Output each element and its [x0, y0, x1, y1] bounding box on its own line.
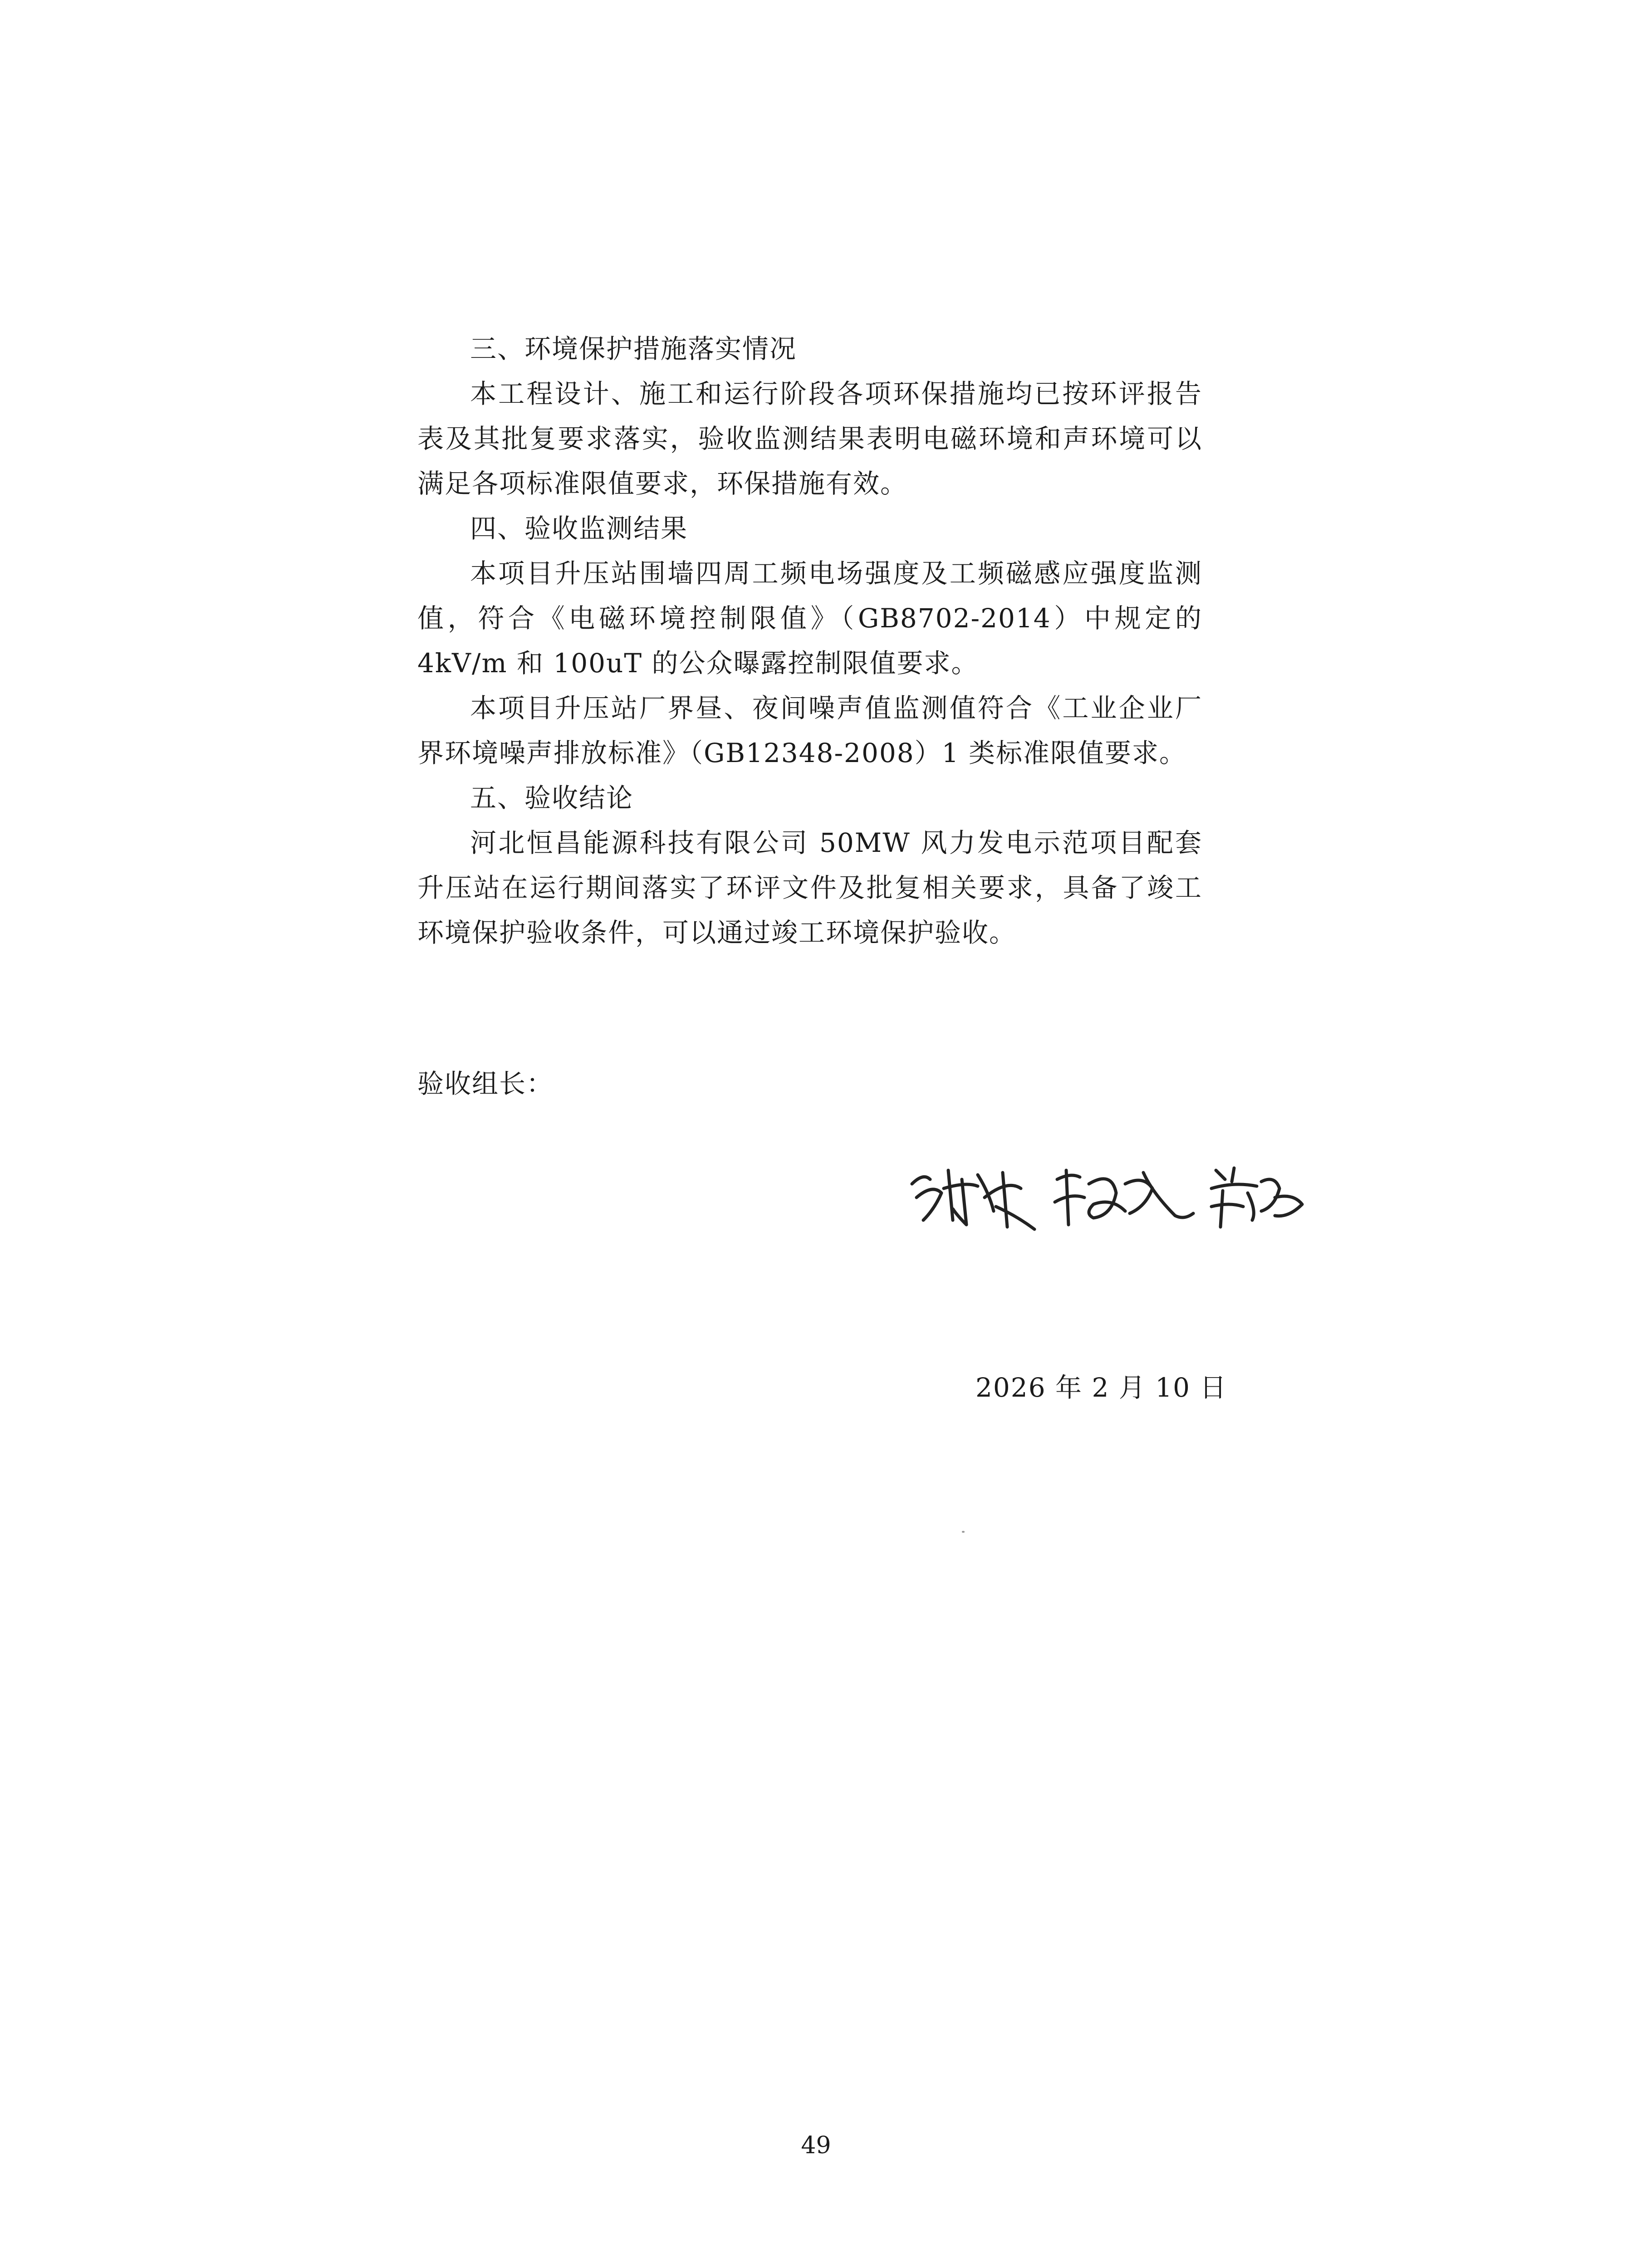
- page-number: 49: [801, 2132, 831, 2159]
- paragraph: 本项目升压站厂界昼、夜间噪声值监测值符合《工业企业厂界环境噪声排放标准》（GB12348-2008）1 类标准限值要求。: [417, 693, 1202, 768]
- section-heading: 五、验收结论: [470, 782, 634, 813]
- section-heading: 四、验收监测结果: [470, 513, 688, 544]
- section-heading: 三、环境保护措施落实情况: [470, 333, 797, 364]
- signature-date: 2026 年 2 月 10 日: [975, 1372, 1227, 1403]
- scan-speck: [962, 1531, 965, 1533]
- paragraph: 河北恒昌能源科技有限公司 50MW 风力发电示范项目配套升压站在运行期间落实了环评文件及批复相关要求，具备了竣工环境保护验收条件，可以通过竣工环境保护验收。: [417, 827, 1202, 948]
- handwritten-signature: [898, 1129, 1316, 1247]
- paragraph: 本项目升压站围墙四周工频电场强度及工频磁感应强度监测值，符合《电磁环境控制限值》（GB8702-2014）中规定的 4kV/m 和 100uT 的公众曝露控制限值要求。: [417, 558, 1202, 679]
- signer-label: 验收组长：: [417, 1068, 554, 1099]
- paragraph: 本工程设计、施工和运行阶段各项环保措施均已按环评报告表及其批复要求落实，验收监测结果表明电磁环境和声环境可以满足各项标准限值要求，环保措施有效。: [417, 378, 1202, 499]
- document-body: [417, 327, 1202, 955]
